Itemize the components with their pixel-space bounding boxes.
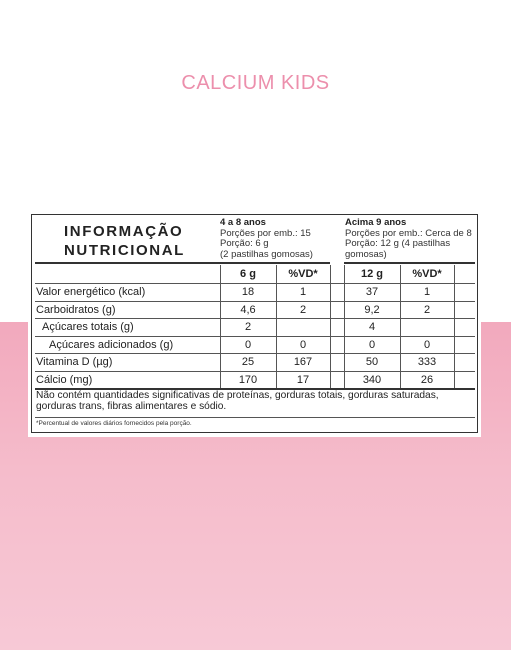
col-vd-1: %VD*: [288, 268, 318, 280]
header-rule-left: [35, 262, 330, 264]
group-1-portion: Porção: 6 g: [220, 238, 269, 249]
row-value: 50: [365, 356, 379, 368]
group-1-portion-detail: (2 pastilhas gomosas): [220, 248, 313, 260]
group-2-portion: Porção: 12 g (4 pastilhas: [345, 238, 451, 249]
col-divider: [454, 265, 455, 388]
row-value: 17: [296, 373, 310, 386]
row-value: 0: [299, 338, 307, 351]
col-vd-2: %VD*: [412, 268, 442, 280]
table-heading: [64, 222, 185, 260]
row-value: 167: [293, 356, 313, 368]
row-divider: [35, 336, 475, 337]
row-value: 2: [244, 321, 252, 333]
col-amount-1: 6 g: [240, 268, 256, 280]
row-value: 333: [417, 356, 437, 368]
nutrition-facts-table: [31, 214, 478, 433]
footnote: *Percentual de valores diários fornecidos pela porção.: [36, 420, 192, 427]
row-value: 2: [423, 303, 431, 316]
row-label-carbs: Carboidratos (g): [36, 303, 116, 316]
group-1-header: [220, 218, 313, 260]
row-divider: [35, 301, 475, 302]
row-value: 0: [423, 338, 431, 351]
row-label-energy: Valor energético (kcal): [36, 286, 146, 298]
row-value: 2: [299, 303, 307, 316]
group-2-header: [345, 218, 472, 260]
row-divider: [35, 371, 475, 372]
row-value: 37: [365, 286, 379, 298]
group-2-servings: Porções por emb.: Cerca de 8: [345, 227, 472, 239]
col-divider: [400, 265, 401, 388]
row-value: 4: [368, 321, 376, 333]
row-divider: [35, 283, 475, 284]
heading-line-2: NUTRICIONAL: [64, 242, 185, 259]
row-divider: [35, 318, 475, 319]
row-value: 340: [362, 373, 382, 386]
group-1-age: 4 a 8 anos: [220, 217, 266, 228]
row-value: 170: [238, 373, 258, 386]
row-value: 9,2: [364, 303, 380, 316]
product-title: CALCIUM KIDS: [181, 72, 330, 94]
col-amount-2: 12 g: [360, 268, 383, 280]
row-value: 1: [423, 286, 431, 298]
row-label-calcium: Cálcio (mg): [36, 373, 93, 386]
group-1-servings: Porções por emb.: 15: [220, 227, 311, 239]
header-rule-right: [344, 262, 475, 264]
heading-line-1: INFORMAÇÃO: [64, 223, 184, 240]
note-divider: [35, 417, 475, 418]
row-label-vitamin-d: Vitamina D (µg): [36, 356, 113, 368]
row-divider: [35, 353, 475, 354]
group-2-portion-detail: gomosas): [345, 248, 387, 260]
row-value: 0: [368, 338, 376, 351]
row-label-total-sugars: Açúcares totais (g): [42, 321, 134, 333]
row-value: 4,6: [240, 303, 256, 316]
row-value: 26: [420, 373, 434, 386]
disclaimer-note: Não contém quantidades significativas de proteínas, gorduras totais, gorduras saturadas, gorduras trans, fibras alimentares e sódio.: [36, 390, 439, 412]
row-value: 25: [241, 356, 255, 368]
row-value: 1: [299, 286, 307, 298]
row-value: 18: [241, 286, 255, 298]
group-2-age: Acima 9 anos: [345, 217, 407, 228]
col-divider: [276, 265, 277, 388]
col-divider: [330, 265, 331, 388]
row-value: 0: [244, 338, 252, 351]
row-label-added-sugars: Açúcares adicionados (g): [49, 338, 174, 351]
